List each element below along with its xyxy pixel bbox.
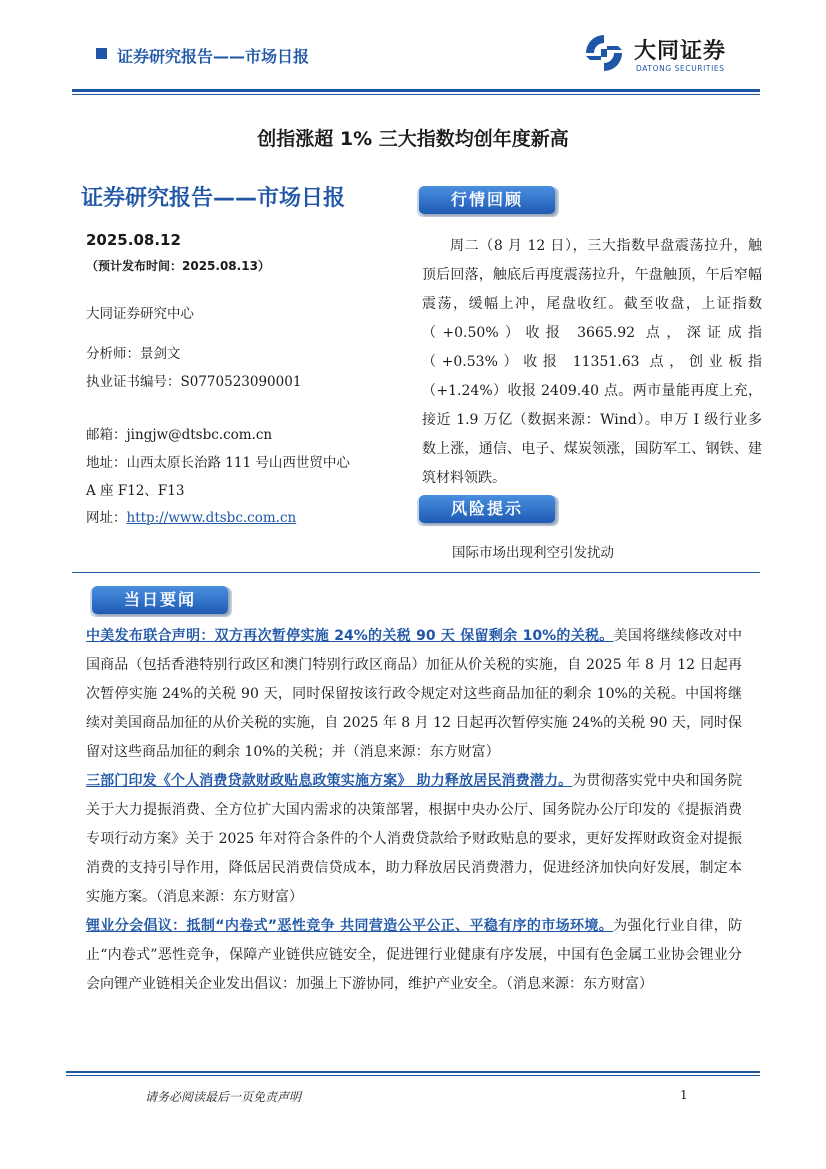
datong-logo-icon: [581, 32, 627, 74]
publish-time: （预计发布时间：2025.08.13）: [86, 259, 270, 273]
news-body: 为贯彻落实党中央和国务院关于大力提振消费、全方位扩大国内需求的决策部署，根据中央办公厅、国务院办公厅印发的《提振消费专项行动方案》关于 2025 年对符合条件的个人消费贷款给予财政贴息的要求，更好发挥财政资金对提振消费的支持引导作用，降低居民消费信贷成本，助力释放居民消费潜力，促进经济加快向好发展，制定本实施方案。（消息来源：东方财富）: [86, 773, 743, 905]
risk-heading: 风险提示: [419, 495, 555, 523]
footer-disclaimer: 请务必阅读最后一页免责声明: [145, 1090, 302, 1104]
footer-divider-thin: [66, 1075, 760, 1076]
news-item: [86, 767, 742, 912]
report-type-title: 证券研究报告——市场日报: [81, 186, 346, 211]
news-body: 美国将继续修改对中国商品（包括香港特别行政区和澳门特别行政区商品）加征从价关税的实施，自 2025 年 8 月 12 日起再次暂停实施 24%的关税 90 天，同时保留按该行政令规定对这些商品加征的剩余 10%的关税。中国将继续对美国商品加征的从价关税的实施，自 2025 年 8 月 12 日起再次暂停实施 24%的关税 90 天，同时保留对这些商品加征的剩余 10%的关税；并（消息来源：东方财富）: [86, 628, 742, 760]
address-line-1: 地址：山西太原长治路 111 号山西世贸中心: [86, 455, 350, 471]
logo-chinese-name: 大同证券: [634, 39, 727, 64]
header-title: 证券研究报告——市场日报: [117, 47, 310, 66]
logo-english-name: DATONG SECURITIES: [636, 64, 725, 73]
news-body: 为强化行业自律，防止“内卷式”恶性竞争，保障产业链供应链安全，促进锂行业健康有序发展，中国有色金属工业协会锂业分会向锂产业链相关企业发出倡议：加强上下游协同，维护产业安全。（消息来源：东方财富）: [86, 918, 743, 992]
news-heading: 当日要闻: [92, 586, 228, 614]
news-headline[interactable]: 三部门印发《个人消费贷款财政贴息政策实施方案》 助力释放居民消费潜力。: [86, 773, 573, 789]
header-divider: [72, 89, 760, 92]
document-title: 创指涨超 1% 三大指数均创年度新高: [257, 128, 569, 150]
page-number: 1: [680, 1088, 688, 1102]
news-list: [86, 622, 742, 999]
website-link[interactable]: http://www.dtsbc.com.cn: [126, 510, 297, 526]
market-review-text: [422, 232, 762, 493]
news-item: [86, 912, 742, 999]
market-review-paragraph: 周二（8 月 12 日），三大指数早盘震荡拉升，触顶后回落，触底后再度震荡拉升，午盘触顶，午后窄幅震荡，缓幅上冲，尾盘收红。截至收盘，上证指数（+0.50%）收报 3665.92 点，深证成指（+0.53%）收报 11351.63 点，创业板指（+1.24%）收报 2409.40 点。两市量能再度上充，接近 1.9 万亿（数据来源：Wind）。申万 I 级行业多数上涨，通信、电子、煤炭领涨，国防军工、钢铁、建筑材料领跌。: [422, 238, 762, 486]
certificate-number: 执业证书编号：S0770523090001: [86, 374, 302, 390]
risk-text: 国际市场出现利空引发扰动: [452, 545, 614, 561]
news-headline[interactable]: 中美发布联合声明：双方再次暂停实施 24%的关税 90 天 保留剩余 10%的关税。: [86, 628, 614, 644]
section-divider: [72, 572, 760, 573]
report-date: 2025.08.12: [86, 231, 181, 249]
news-item: [86, 622, 742, 767]
news-headline[interactable]: 锂业分会倡议：抵制“内卷式”恶性竞争 共同营造公平公正、平稳有序的市场环境。: [86, 918, 614, 934]
email: 邮箱：jingjw@dtsbc.com.cn: [86, 427, 273, 443]
analyst: 分析师：景剑文: [86, 346, 181, 362]
footer-divider: [66, 1071, 760, 1073]
market-review-heading: 行情回顾: [419, 186, 555, 214]
research-center: 大同证券研究中心: [86, 306, 194, 322]
header-divider-thin: [72, 94, 760, 95]
address-line-2: A 座 F12、F13: [86, 483, 185, 499]
website-label: 网址：: [86, 510, 127, 526]
website: [86, 506, 296, 526]
header-square-icon: [96, 48, 107, 59]
